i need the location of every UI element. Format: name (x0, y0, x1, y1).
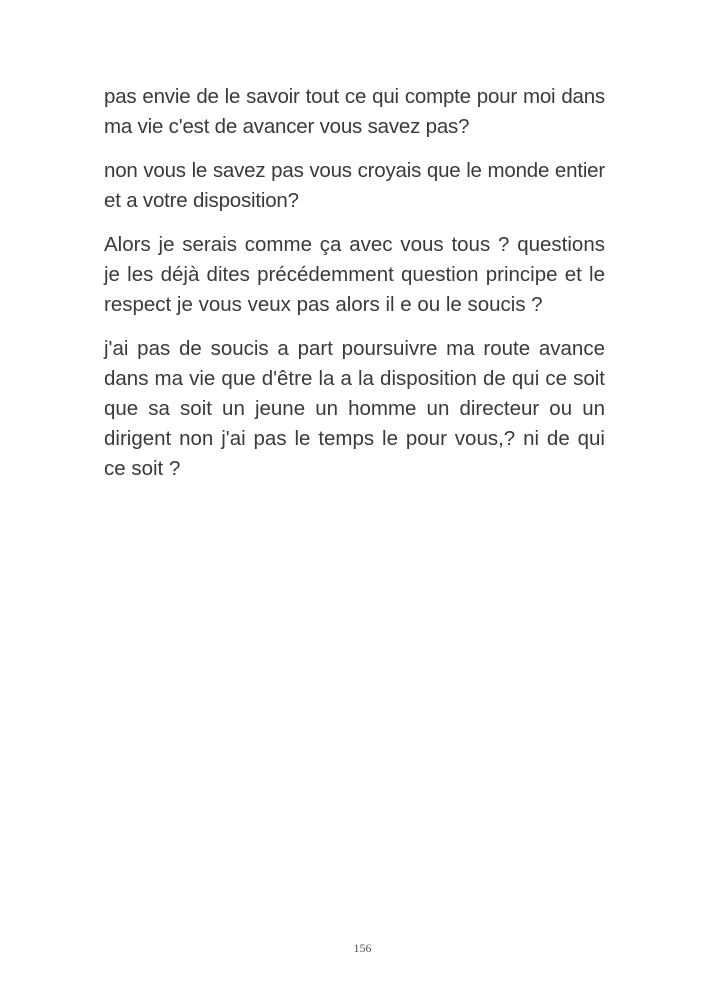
paragraph-3: Alors je serais comme ça avec vous tous ? questions je les déjà dites précédemment question principe et le respect je vous veux pas alors il e ou le soucis ? (104, 233, 605, 316)
paragraph-1: pas envie de le savoir tout ce qui compte pour moi dans ma vie c'est de avancer vous savez pas? (104, 85, 605, 138)
body-text (104, 82, 605, 498)
paragraph-2: non vous le savez pas vous croyais que le monde entier et a votre disposition? (104, 159, 605, 212)
paragraph-4: j'ai pas de soucis a part poursuivre ma route avance dans ma vie que d'être la a la disposition de qui ce soit que sa soit un jeune un homme un directeur ou un dirigent non j'ai pas le temps le pour vous,? ni de qui ce soit ? (104, 337, 605, 480)
page-number: 156 (353, 941, 372, 955)
